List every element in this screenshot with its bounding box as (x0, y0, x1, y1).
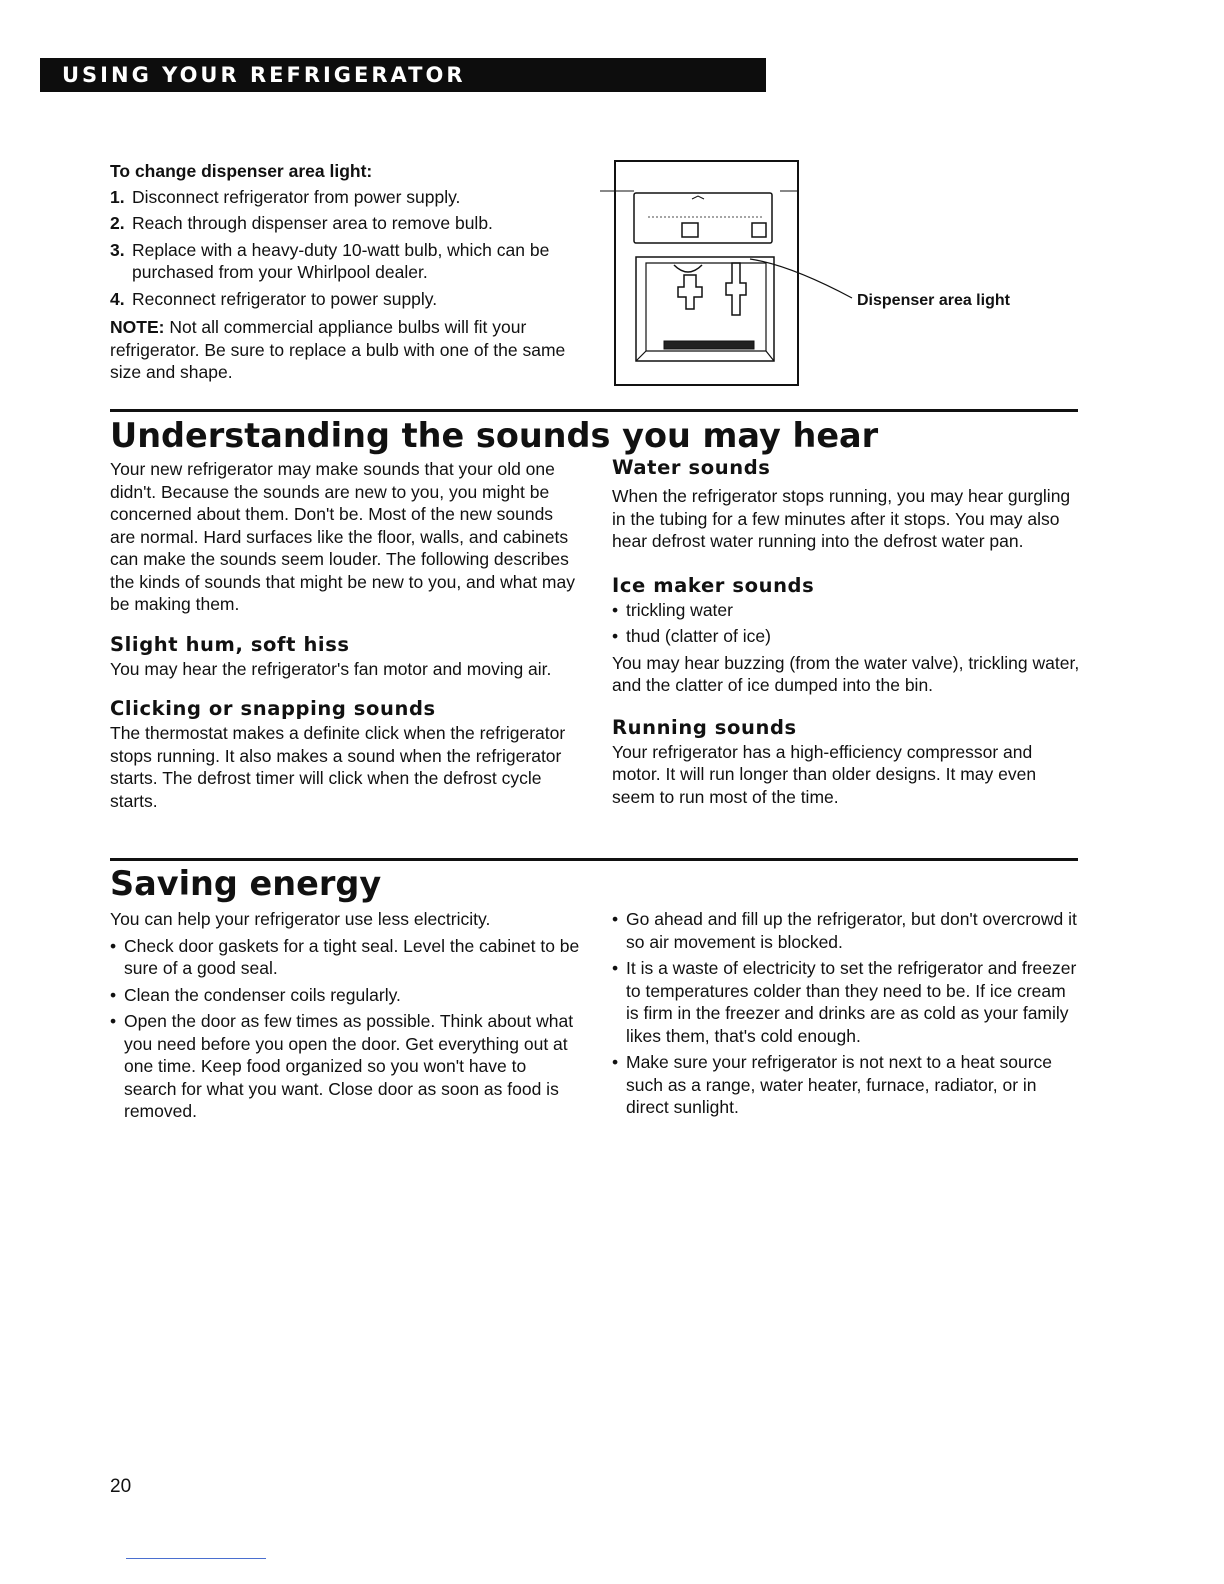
hum-heading: Slight hum, soft hiss (110, 632, 350, 656)
hum-text: You may hear the refrigerator's fan motor and moving air. (110, 658, 552, 679)
step-text: Disconnect refrigerator from power supply. (132, 186, 461, 207)
step-text: Replace with a heavy-duty 10-watt bulb, which can be purchased from your Whirlpool dealer. (132, 239, 550, 282)
energy-right-bullets (612, 908, 1082, 1119)
section-banner (40, 58, 766, 92)
footer-rule (126, 1558, 266, 1559)
water-text: When the refrigerator stops running, you may hear gurgling in the tubing for a few minutes after it stops. You may also hear defrost water running into the defrost water pan. (612, 486, 1071, 551)
running-heading: Running sounds (612, 715, 797, 739)
figure-callout-label: Dispenser area light (857, 292, 1010, 309)
step-item (110, 212, 580, 235)
step-item (110, 186, 580, 209)
step-item (110, 288, 580, 311)
note-label: NOTE: (110, 317, 165, 337)
step-number: 3. (110, 239, 125, 260)
note-text: Not all commercial appliance bulbs will fit your refrigerator. Be sure to replace a bulb with one of the same size and shape. (110, 317, 566, 382)
energy-left-column (110, 908, 580, 1127)
section-divider (110, 409, 1078, 412)
dispenser-instructions (110, 160, 580, 384)
click-text: The thermostat makes a definite click when the refrigerator stops running. It also makes a sound when the refrigerator starts. The defrost timer will click when the defrost cycle starts. (110, 723, 566, 811)
step-text: Reconnect refrigerator to power supply. (132, 288, 438, 309)
dispenser-note (110, 316, 580, 384)
section-divider (110, 858, 1078, 861)
ice-heading: Ice maker sounds (612, 573, 815, 597)
step-number: 4. (110, 288, 125, 309)
water-heading: Water sounds (612, 456, 771, 479)
list-item: • It is a waste of electricity to set the refrigerator and freezer to temperatures colder than they need to be. If ice cream is firm in the freezer and drinks are as cold as your family likes them, that's cold enough. (612, 957, 1082, 1047)
energy-right-column (612, 908, 1082, 1123)
sounds-left-column (110, 458, 580, 812)
dispenser-steps (110, 186, 580, 311)
sounds-right-column (612, 455, 1082, 808)
energy-left-bullets (110, 935, 580, 1123)
step-item (110, 239, 580, 284)
list-item: • thud (clatter of ice) (612, 625, 1082, 648)
step-number: 1. (110, 186, 125, 207)
list-item: • Make sure your refrigerator is not next to a heat source such as a range, water heater, furnace, radiator, or in direct sunlight. (612, 1051, 1082, 1119)
list-item: • Go ahead and fill up the refrigerator, but don't overcrowd it so air movement is blocked. (612, 908, 1082, 953)
section-banner-title: USING YOUR REFRIGERATOR (62, 63, 466, 87)
energy-section-title: Saving energy (110, 864, 382, 903)
dispenser-heading: To change dispenser area light: (110, 161, 373, 181)
sounds-intro: Your new refrigerator may make sounds that your old one didn't. Because the sounds are new to you, you might be concerned about them. Don't be. Most of the new sounds are normal. Hard surfaces like the floor, walls, and cabinets can make the sounds seem louder. The following describes the kinds of sounds that might be new to you, and what may be making them. (110, 459, 575, 614)
list-item: • Clean the condenser coils regularly. (110, 984, 580, 1007)
list-item: • trickling water (612, 599, 1082, 622)
list-item: • Check door gaskets for a tight seal. Level the cabinet to be sure of a good seal. (110, 935, 580, 980)
ice-text: You may hear buzzing (from the water valve), trickling water, and the clatter of ice dumped into the bin. (612, 652, 1080, 695)
energy-intro: You can help your refrigerator use less electricity. (110, 909, 491, 929)
sounds-section-title: Understanding the sounds you may hear (110, 416, 879, 455)
ice-bullets (612, 599, 1082, 648)
running-text: Your refrigerator has a high-efficiency compressor and motor. It will run longer than older designs. It may even seem to run most of the time. (612, 741, 1037, 807)
step-text: Reach through dispenser area to remove bulb. (132, 213, 493, 233)
dispenser-illustration (600, 155, 1040, 395)
list-item: • Open the door as few times as possible. Think about what you need before you open the door. Get everything out at one time. Keep food organized so you won't have to search for what you want. Close door as soon as food is removed. (110, 1010, 580, 1123)
step-number: 2. (110, 213, 125, 233)
click-heading: Clicking or snapping sounds (110, 697, 436, 720)
page-number: 20 (110, 1476, 132, 1497)
